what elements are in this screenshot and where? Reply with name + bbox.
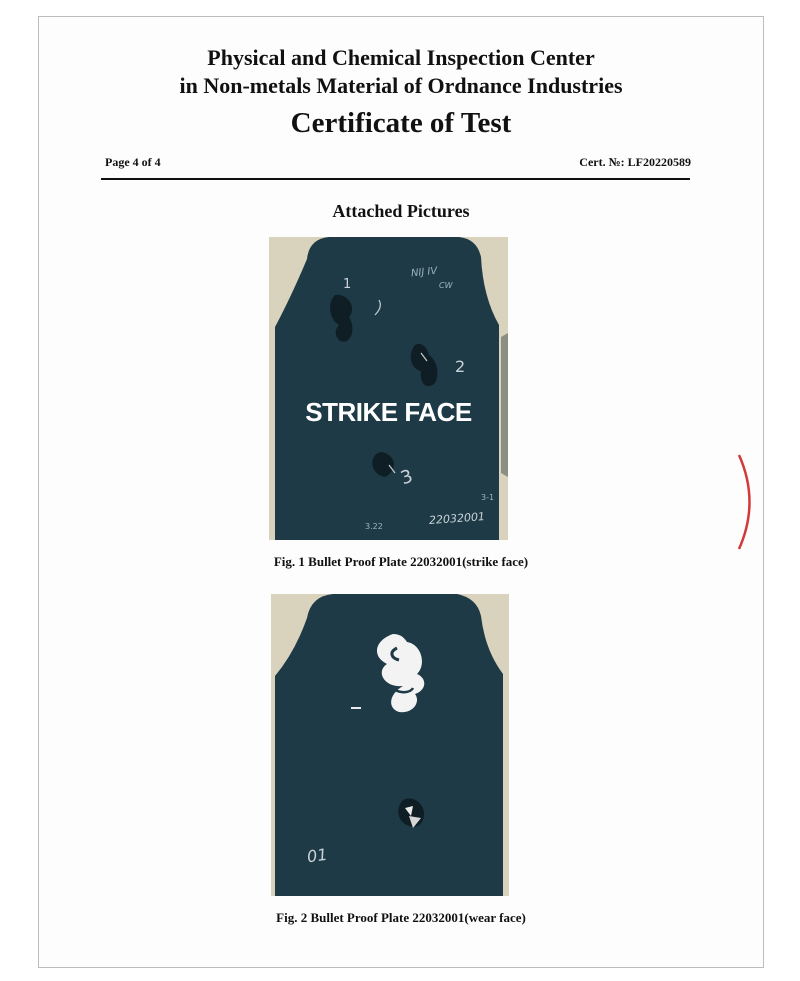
header-divider [101, 178, 690, 180]
handwriting-shot-2: 2 [455, 357, 466, 376]
handwriting-3-1: 3-1 [481, 493, 495, 502]
handwriting-shot-3: 3 [398, 465, 416, 490]
cert-number: Cert. №: LF20220589 [579, 155, 691, 169]
margin-bracket-mark [736, 452, 758, 552]
strike-face-photo [269, 237, 508, 540]
handwriting-01: 01 [305, 844, 329, 867]
plate-label: STRIKE FACE [305, 397, 472, 427]
handwriting-cw: CW [439, 281, 453, 290]
certificate-page [38, 16, 764, 968]
figure-2-photo [271, 594, 509, 896]
page-number: Page 4 of 4 [105, 155, 161, 169]
header-line-2: in Non-metals Material of Ordnance Industries [179, 73, 623, 98]
handwriting-shot-1: 1 [343, 277, 352, 292]
handwriting-nij: NIJ IV [410, 265, 438, 280]
header-line-1: Physical and Chemical Inspection Center [207, 45, 595, 70]
section-title: Attached Pictures [332, 201, 470, 221]
handwriting-date: 3.22 [365, 522, 383, 531]
handwriting-serial: 22032001 [428, 510, 486, 527]
figure-1-photo [269, 237, 508, 540]
figure-1-caption: Fig. 1 Bullet Proof Plate 22032001(strike face) [273, 554, 529, 569]
certificate-title: Certificate of Test [290, 107, 512, 139]
figure-2-caption: Fig. 2 Bullet Proof Plate 22032001(wear face) [276, 910, 526, 925]
